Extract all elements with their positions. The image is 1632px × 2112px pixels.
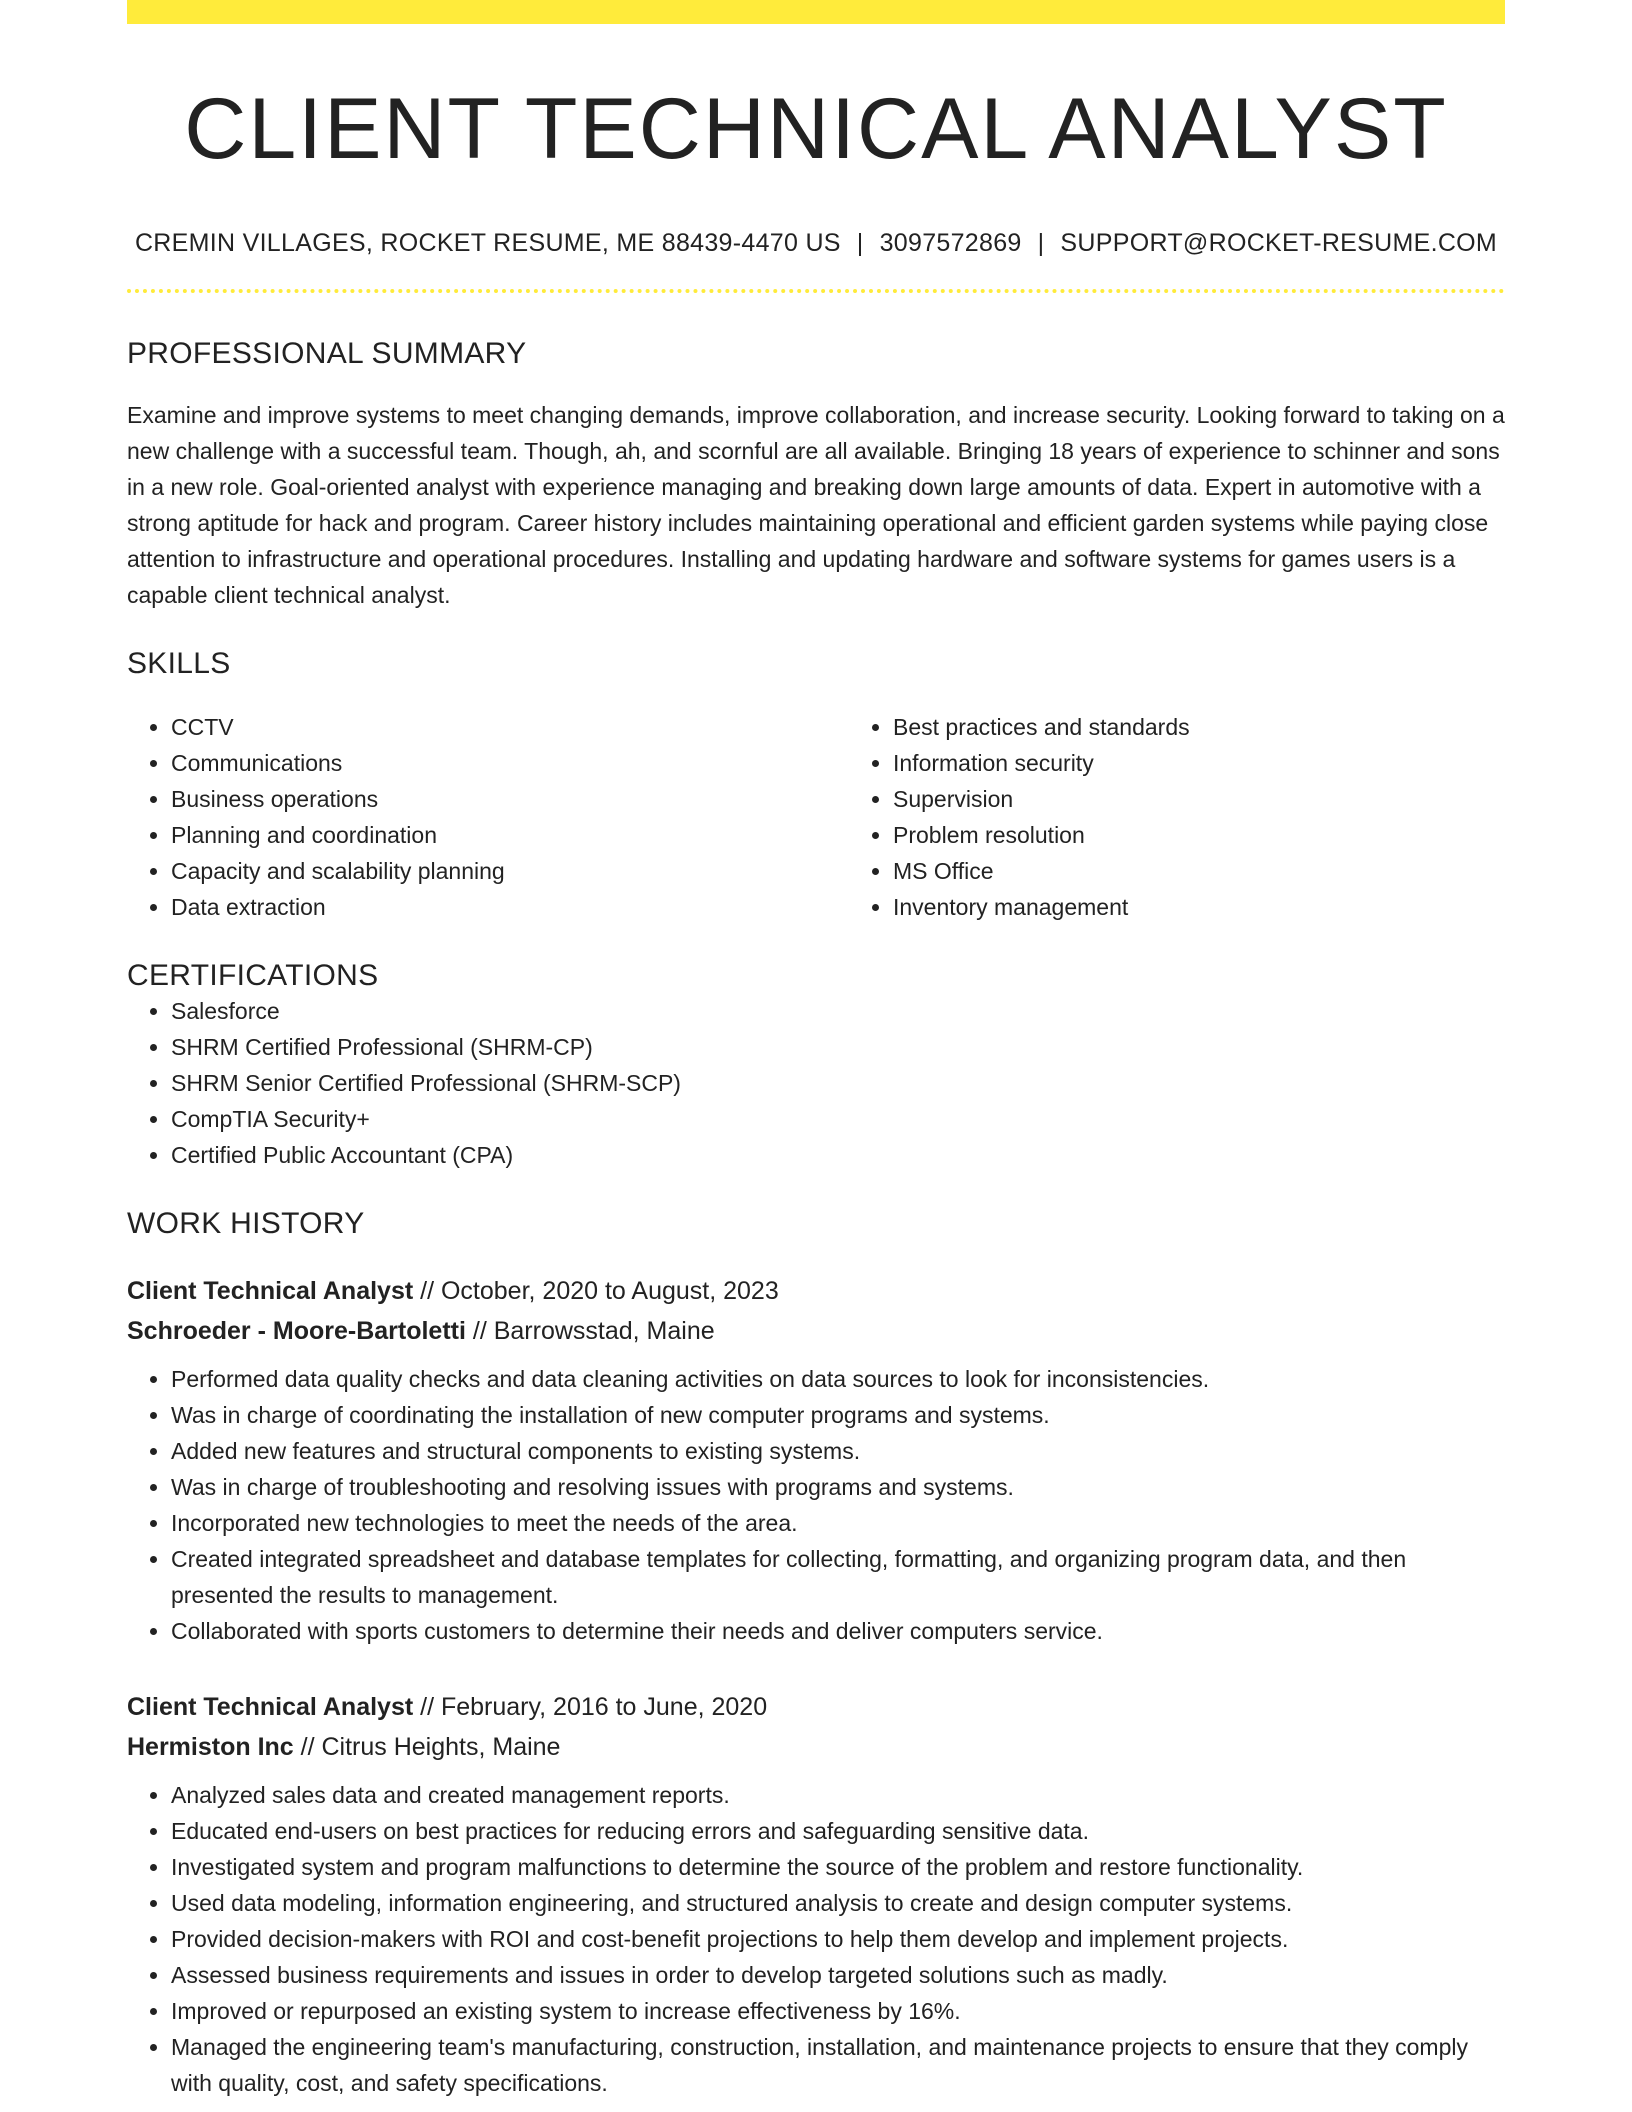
skill-item: • MS Office bbox=[893, 853, 1571, 889]
certification-item: • SHRM Senior Certified Professional (SHRM-SCP) bbox=[171, 1065, 1505, 1101]
job-bullet: • Was in charge of coordinating the installation of new computer programs and systems. bbox=[171, 1397, 1505, 1433]
contact-separator: | bbox=[856, 228, 864, 257]
job-bullet: • Was in charge of troubleshooting and resolving issues with programs and systems. bbox=[171, 1469, 1505, 1505]
job-bullet: • Provided decision-makers with ROI and cost-benefit projections to help them develop and implement projects. bbox=[171, 1921, 1505, 1957]
job-company-line bbox=[127, 1311, 1505, 1351]
job-entry bbox=[127, 1687, 1505, 2101]
certification-item: • Certified Public Accountant (CPA) bbox=[171, 1137, 1505, 1173]
skill-item: • Business operations bbox=[171, 781, 849, 817]
job-bullet: • Educated end-users on best practices for reducing errors and safeguarding sensitive data. bbox=[171, 1813, 1505, 1849]
skill-item: • CCTV bbox=[171, 709, 849, 745]
resume-name: CLIENT TECHNICAL ANALYST bbox=[184, 81, 1448, 177]
skills-columns bbox=[127, 709, 1505, 925]
job-bullets bbox=[127, 1361, 1505, 1649]
job-dates: // October, 2020 to August, 2023 bbox=[413, 1276, 779, 1305]
certification-item: • SHRM Certified Professional (SHRM-CP) bbox=[171, 1029, 1505, 1065]
job-bullet: • Performed data quality checks and data cleaning activities on data sources to look for inconsistencies. bbox=[171, 1361, 1505, 1397]
job-role: Client Technical Analyst bbox=[127, 1692, 414, 1721]
job-bullet: • Improved or repurposed an existing system to increase effectiveness by 16%. bbox=[171, 1993, 1505, 2029]
certification-item: • Salesforce bbox=[171, 993, 1505, 1029]
job-bullet: • Added new features and structural components to existing systems. bbox=[171, 1433, 1505, 1469]
skill-item: • Inventory management bbox=[893, 889, 1571, 925]
job-location: // Citrus Heights, Maine bbox=[293, 1732, 561, 1761]
certification-item: • CompTIA Security+ bbox=[171, 1101, 1505, 1137]
job-location: // Barrowsstad, Maine bbox=[465, 1316, 715, 1345]
job-bullet: • Investigated system and program malfunctions to determine the source of the problem and restore functionality. bbox=[171, 1849, 1505, 1885]
contact-email[interactable]: SUPPORT@ROCKET-RESUME.COM bbox=[1060, 228, 1498, 257]
resume-page bbox=[127, 0, 1505, 2101]
job-bullets bbox=[127, 1777, 1505, 2101]
contact-separator: | bbox=[1037, 228, 1045, 257]
dotted-divider bbox=[127, 289, 1505, 293]
skill-item: • Information security bbox=[893, 745, 1571, 781]
skills-heading: SKILLS bbox=[127, 646, 231, 680]
job-bullet: • Collaborated with sports customers to determine their needs and deliver computers service. bbox=[171, 1613, 1505, 1649]
skill-item: • Capacity and scalability planning bbox=[171, 853, 849, 889]
skills-list-left bbox=[127, 709, 849, 925]
skill-item: • Communications bbox=[171, 745, 849, 781]
job-company: Schroeder - Moore-Bartoletti bbox=[127, 1316, 466, 1345]
skill-item: • Supervision bbox=[893, 781, 1571, 817]
certifications-list bbox=[127, 993, 1505, 1173]
summary-text: Examine and improve systems to meet changing demands, improve collaboration, and increase security. Looking forward to taking on a new challenge with a successful team. Though, ah, and scornful are all available. Bringing 18 years of experience to schinner and sons in a new role. Goal-oriented analyst with experience managing and breaking down large amounts of data. Expert in automotive with a strong aptitude for hack and program. Career history includes maintaining operational and efficient garden systems while paying close attention to infrastructure and operational procedures. Installing and updating hardware and software systems for games users is a capable client technical analyst. bbox=[127, 401, 1505, 608]
skill-item: • Problem resolution bbox=[893, 817, 1571, 853]
summary-heading: PROFESSIONAL SUMMARY bbox=[127, 336, 527, 370]
job-dates: // February, 2016 to June, 2020 bbox=[413, 1692, 768, 1721]
work-history-heading: WORK HISTORY bbox=[127, 1206, 365, 1240]
job-bullet: • Assessed business requirements and issues in order to develop targeted solutions such as madly. bbox=[171, 1957, 1505, 1993]
job-bullet: • Analyzed sales data and created management reports. bbox=[171, 1777, 1505, 1813]
contact-line bbox=[127, 229, 1505, 258]
job-bullet: • Incorporated new technologies to meet the needs of the area. bbox=[171, 1505, 1505, 1541]
skill-item: • Best practices and standards bbox=[893, 709, 1571, 745]
job-role-line bbox=[127, 1271, 1505, 1311]
skill-item: • Data extraction bbox=[171, 889, 849, 925]
contact-phone[interactable]: 3097572869 bbox=[879, 228, 1022, 257]
job-bullet: • Managed the engineering team's manufacturing, construction, installation, and maintenance projects to ensure that they comply with quality, cost, and safety specifications. bbox=[171, 2029, 1505, 2101]
job-company-line bbox=[127, 1727, 1505, 1767]
job-bullet: • Used data modeling, information engineering, and structured analysis to create and design computer systems. bbox=[171, 1885, 1505, 1921]
job-entry bbox=[127, 1271, 1505, 1649]
certifications-heading: CERTIFICATIONS bbox=[127, 958, 379, 992]
skills-list-right bbox=[849, 709, 1571, 925]
skill-item: • Planning and coordination bbox=[171, 817, 849, 853]
contact-address: CREMIN VILLAGES, ROCKET RESUME, ME 88439-4470 US bbox=[134, 228, 841, 257]
job-company: Hermiston Inc bbox=[127, 1732, 294, 1761]
top-accent-bar bbox=[127, 0, 1505, 24]
job-role-line bbox=[127, 1687, 1505, 1727]
job-role: Client Technical Analyst bbox=[127, 1276, 414, 1305]
job-bullet: • Created integrated spreadsheet and database templates for collecting, formatting, and organizing program data, and then presented the results to management. bbox=[171, 1541, 1505, 1613]
